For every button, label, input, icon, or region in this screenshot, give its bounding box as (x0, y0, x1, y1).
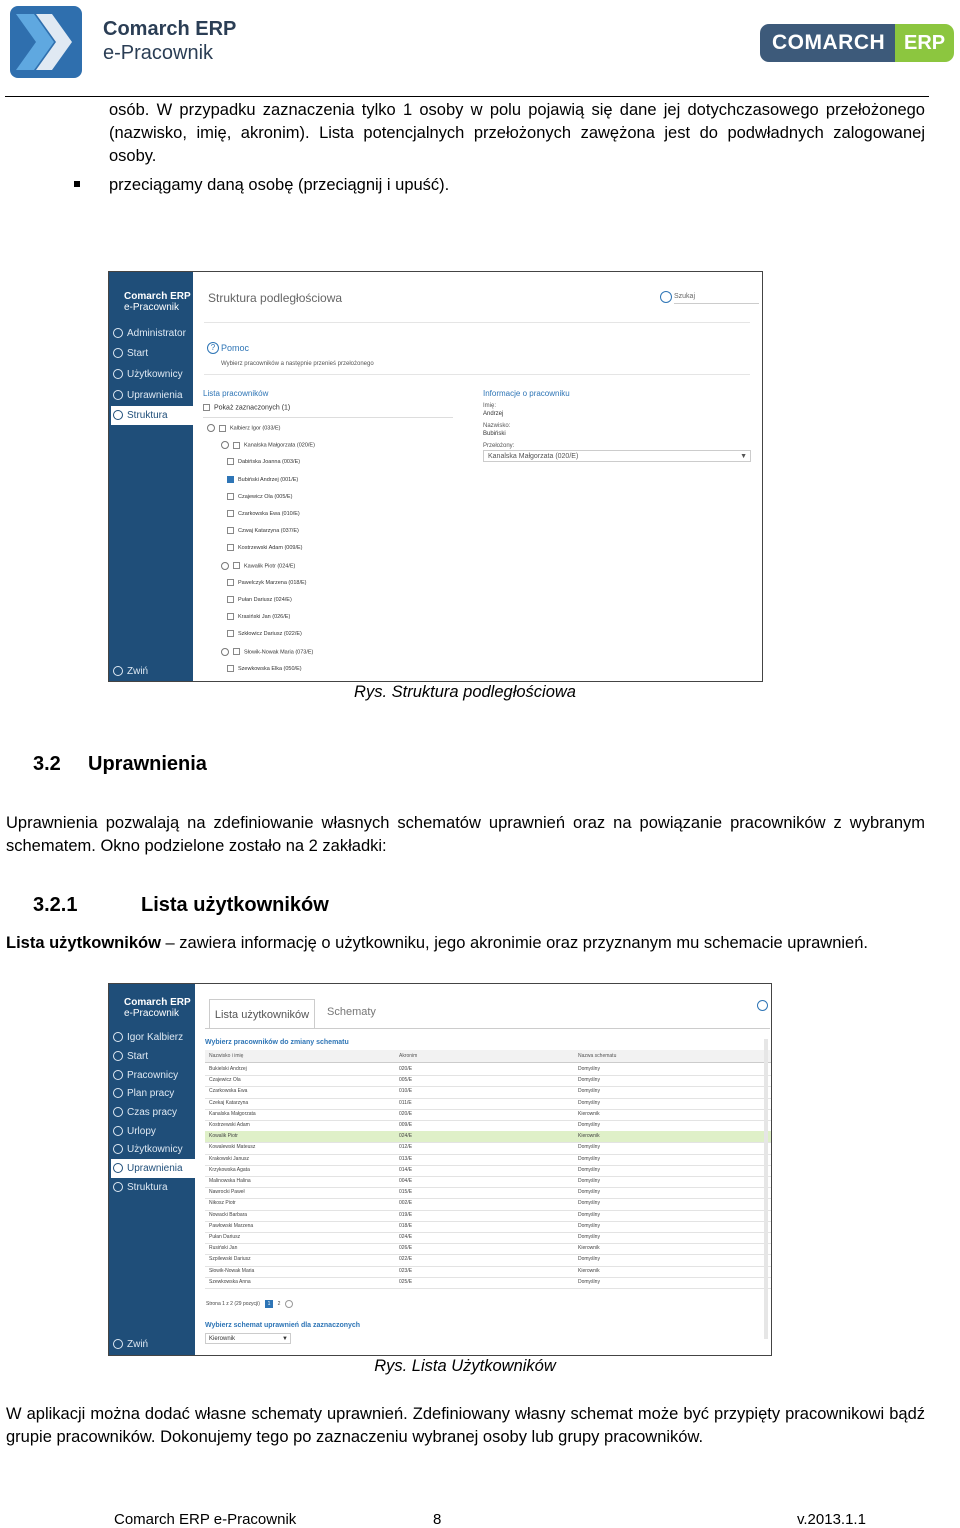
employee-tree-item[interactable] (221, 441, 315, 449)
cell-acronym: 020/E (399, 1066, 413, 1072)
cell-acronym: 022/E (399, 1256, 413, 1263)
search-input[interactable]: Szukaj (674, 291, 759, 304)
cell-name: Pułan Dariusz (209, 1234, 241, 1240)
sidebar-item-permissions[interactable]: Uprawnienia (111, 1159, 195, 1178)
cell-name: Słowik-Nowak Maria (209, 1267, 255, 1274)
page-2-button[interactable]: 2 (277, 1301, 281, 1307)
divider (203, 417, 453, 418)
cell-acronym: 012/E (399, 1144, 413, 1151)
cell-name: Szewkowska Anna (209, 1278, 251, 1285)
sidebar-item-permissions[interactable]: Uprawnienia (111, 386, 193, 405)
first-name-label: Imię: (483, 403, 497, 409)
employee-checkbox[interactable] (227, 493, 234, 500)
employee-name: Pawelczyk Marzena (018/E) (238, 579, 307, 586)
cell-acronym: 009/E (399, 1122, 413, 1128)
supervisor-label: Przełożony: (483, 443, 515, 449)
chevron-down-icon: ▼ (740, 453, 747, 460)
cell-scheme: Domyślny (578, 1155, 600, 1162)
employee-checkbox[interactable] (227, 596, 234, 603)
cell-scheme: Domyślny (578, 1166, 600, 1173)
show-selected-checkbox[interactable]: Pokaż zaznaczonych (1) (203, 404, 290, 411)
comarch-brand-badge (760, 24, 954, 62)
user-icon (113, 328, 123, 338)
footer-version: v.2013.1.1 (797, 1511, 866, 1528)
cell-name: Kowalewski Mateusz (209, 1144, 256, 1151)
brand-comarch: COMARCH (760, 24, 895, 62)
employee-tree-item[interactable] (221, 648, 313, 656)
arrow-left-icon (113, 666, 123, 676)
cell-scheme: Domyślny (578, 1099, 600, 1106)
cell-acronym: 004/E (399, 1178, 413, 1184)
sidebar-item-work-plan[interactable]: Plan pracy (111, 1084, 195, 1103)
employee-tree-item[interactable] (227, 544, 303, 551)
cell-scheme: Domyślny (578, 1178, 600, 1184)
divider (204, 322, 750, 323)
cell-acronym: 024/E (399, 1133, 413, 1140)
cell-name: Pawłowski Marzena (209, 1222, 254, 1229)
employee-checkbox[interactable] (233, 648, 240, 655)
cell-name: Nikosz Piotr (209, 1200, 236, 1207)
screenshot-structure (108, 271, 763, 682)
employee-checkbox[interactable] (227, 579, 234, 586)
cell-acronym: 025/E (399, 1278, 413, 1285)
employee-checkbox[interactable] (233, 442, 240, 449)
arrow-left-icon (113, 1339, 123, 1349)
tab-schemes[interactable]: Schematy (327, 1006, 376, 1018)
header-divider (5, 96, 929, 97)
cell-name: Kostrzewski Adam (209, 1122, 250, 1128)
cell-acronym: 011/E (399, 1099, 412, 1106)
cell-name: Czajewicz Ola (209, 1077, 241, 1084)
cell-name: Kowalik Piotr (209, 1133, 238, 1140)
subsection-number: 3.2.1 (33, 894, 78, 916)
cell-scheme: Kierownik (578, 1267, 600, 1274)
help-link[interactable]: Pomoc (221, 343, 250, 353)
employee-checkbox[interactable] (227, 476, 234, 483)
section-number: 3.2 (33, 753, 61, 775)
product-name-line1: Comarch ERP (103, 18, 237, 40)
cell-scheme: Domyślny (578, 1278, 600, 1285)
brand-erp: ERP (895, 24, 954, 62)
comarch-erp-logo-icon (10, 6, 82, 78)
user-icon (113, 1032, 123, 1042)
cell-name: Nawrocki Paweł (209, 1189, 245, 1196)
cell-name: Bukielski Andrzej (209, 1066, 247, 1072)
page-1-button[interactable]: 1 (265, 1300, 273, 1308)
employee-tree-item[interactable] (227, 613, 290, 620)
sidebar-item-users[interactable]: Użytkownicy (111, 1140, 195, 1159)
cell-acronym: 010/E (399, 1088, 413, 1095)
cell-scheme: Domyślny (578, 1144, 600, 1151)
cell-scheme: Domyślny (578, 1088, 600, 1095)
table-row[interactable] (205, 1277, 772, 1289)
sidebar (109, 984, 195, 1355)
home-icon (113, 1051, 123, 1061)
sidebar-brand-1: Comarch ERP (124, 997, 191, 1008)
employee-name: Szkłowicz Dariusz (022/E) (238, 631, 302, 638)
employee-name: Pułan Dariusz (024/E) (238, 596, 292, 603)
sidebar-item-administrator[interactable]: Administrator (111, 324, 193, 343)
employee-tree-item[interactable] (227, 510, 300, 517)
scheme-select[interactable]: Kierownik ▼ (205, 1333, 291, 1344)
employee-name: Dabińska Joanna (003/E) (238, 459, 301, 466)
cell-name: Malinowska Halina (209, 1178, 251, 1184)
cell-scheme: Domyślny (578, 1256, 600, 1263)
divider (204, 374, 750, 375)
scrollbar[interactable] (764, 1039, 768, 1339)
last-name-label: Nazwisko: (483, 423, 511, 429)
key-icon (113, 1163, 123, 1173)
employee-name: Kalbierz Igor (033/E) (230, 425, 281, 432)
cell-acronym: 013/E (399, 1155, 413, 1162)
employee-checkbox[interactable] (227, 458, 234, 465)
employee-checkbox[interactable] (227, 544, 234, 551)
sidebar-brand-2: e-Pracownik (124, 1008, 180, 1019)
employee-name: Czarkowska Ewa (010/E) (238, 510, 300, 517)
cell-scheme: Domyślny (578, 1189, 600, 1196)
bullet-icon (74, 181, 80, 187)
employee-name: Kostrzewski Adam (009/E) (238, 545, 303, 552)
sidebar-brand-2: e-Pracownik (124, 302, 180, 313)
employee-name: Czajewicz Ola (005/E) (238, 493, 293, 500)
users-icon (113, 1144, 123, 1154)
next-page-icon[interactable] (285, 1300, 293, 1308)
cell-name: Czarkowska Ewa (209, 1088, 248, 1095)
clock-icon (113, 1107, 123, 1117)
last-name-value: Bubiński (483, 431, 506, 437)
cell-acronym: 015/E (399, 1189, 413, 1196)
section-body: Uprawnienia pozwalają na zdefiniowanie własnych schematów uprawnień oraz na powiązanie pracowników z wybranym schematem. Okno podzielone zostało na 2 zakładki: (6, 814, 925, 855)
intro-paragraph: osób. W przypadku zaznaczenia tylko 1 osoby w polu pojawią się dane jej dotychczasowego przełożonego (nazwisko, imię, akronim). Lista potencjalnych przełożonych zawężona jest do podwładnych zalogowanej osoby. (109, 101, 925, 165)
calendar-icon (113, 1088, 123, 1098)
page-title: Struktura podległościowa (208, 291, 343, 305)
sidebar (109, 272, 193, 681)
cell-name: Krakowski Janusz (209, 1155, 250, 1162)
employee-name: Kanalska Małgorzata (020/E) (244, 442, 315, 449)
collapse-button[interactable]: Zwiń (111, 1335, 195, 1354)
tab-divider (205, 1028, 770, 1029)
sidebar-item-structure[interactable]: Struktura (111, 406, 193, 425)
sidebar-brand-1: Comarch ERP (124, 291, 191, 302)
employee-name: Kawalik Piotr (024/E) (244, 563, 296, 570)
employee-tree-item[interactable] (227, 665, 302, 672)
expand-icon[interactable] (207, 424, 215, 432)
cell-acronym: 020/E (399, 1110, 413, 1117)
sidebar-item-work-time[interactable]: Czas pracy (111, 1103, 195, 1122)
expand-icon[interactable] (221, 441, 229, 449)
sidebar-item-structure[interactable]: Struktura (111, 1178, 195, 1197)
column-scheme[interactable]: Nazwa schematu (578, 1053, 617, 1059)
users-icon (113, 369, 123, 379)
employee-tree-item[interactable] (227, 596, 292, 603)
help-hint: Wybierz pracowników a następnie przenieś przełożonego (221, 361, 374, 367)
cell-scheme: Domyślny (578, 1211, 600, 1218)
pager-info: Strona 1 z 2 (29 pozycji) (206, 1301, 260, 1307)
first-name-value: Andrzej (483, 411, 504, 417)
screenshot-user-list (108, 983, 772, 1356)
cell-acronym: 019/E (399, 1211, 413, 1218)
print-icon[interactable] (757, 1000, 768, 1011)
bullet-text: przeciągamy daną osobę (przeciągnij i upuść). (109, 176, 450, 194)
help-icon: ? (207, 342, 219, 354)
key-icon (113, 390, 123, 400)
employee-name: Czwaj Katarzyna (037/E) (238, 528, 299, 535)
employee-name: Bubiński Andrzej (001/E) (238, 476, 299, 483)
cell-scheme: Domyślny (578, 1234, 600, 1240)
cell-acronym: 005/E (399, 1077, 413, 1084)
supervisor-select[interactable]: Kanalska Małgorzata (020/E) ▼ (483, 450, 751, 462)
scheme-title: Wybierz schemat uprawnień dla zaznaczonych (205, 1322, 361, 1329)
cell-name: Nowacki Barbara (209, 1211, 248, 1218)
employee-tree-item[interactable] (227, 527, 299, 534)
sidebar-item-employees[interactable]: Pracownicy (111, 1066, 195, 1085)
cell-name: Rusiński Jan (209, 1245, 238, 1252)
cell-scheme: Domyślny (578, 1222, 600, 1229)
employee-tree-item[interactable] (221, 562, 295, 570)
column-name[interactable]: Nazwisko i imię (209, 1053, 244, 1059)
sidebar-item-user[interactable]: Igor Kalbierz (111, 1028, 195, 1047)
cell-scheme: Domyślny (578, 1200, 600, 1207)
cell-scheme: Domyślny (578, 1077, 600, 1084)
column-acronym[interactable]: Akronim (399, 1053, 418, 1059)
cell-acronym: 014/E (399, 1166, 413, 1173)
subsection-lead: Lista użytkowników – zawiera informację o użytkowniku, jego akronimie oraz przyznanym mu schemacie uprawnień. (6, 934, 868, 952)
employee-tree-item[interactable] (227, 493, 292, 500)
employee-checkbox[interactable] (227, 613, 234, 620)
tab-user-list[interactable]: Lista użytkowników (209, 999, 315, 1029)
cell-acronym: 023/E (399, 1267, 413, 1274)
structure-icon (113, 1182, 123, 1192)
cell-acronym: 018/E (399, 1222, 413, 1229)
employee-checkbox[interactable] (227, 665, 234, 672)
cell-name: Krzykowska Agata (209, 1166, 250, 1173)
section-title: Uprawnienia (88, 753, 207, 775)
employee-checkbox[interactable] (227, 630, 234, 637)
structure-icon (113, 410, 123, 420)
cell-scheme: Domyślny (578, 1066, 600, 1072)
employee-checkbox[interactable] (219, 425, 226, 432)
outro-paragraph: W aplikacji można dodać własne schematy uprawnień. Zdefiniowany własny schemat może być przypięty pracownikowi bądź grupie pracowników. Dokonujemy tego po zaznaczeniu wybranej osoby lub grupy pracowników. (6, 1405, 925, 1446)
cell-name: Kanalska Małgorzata (209, 1110, 256, 1117)
employee-name: Krasiński Jan (026/E) (238, 614, 291, 621)
employee-list-title: Lista pracowników (203, 389, 269, 398)
cell-scheme: Domyślny (578, 1122, 600, 1128)
employee-tree-item[interactable] (227, 458, 300, 465)
chevron-down-icon: ▼ (282, 1336, 288, 1342)
employee-info-title: Informacje o pracowniku (483, 389, 570, 398)
expand-icon[interactable] (221, 562, 229, 570)
employee-name: Szewkowska Elka (050/E) (238, 665, 302, 672)
cell-scheme: Kierownik (578, 1110, 600, 1117)
employee-tree-item[interactable] (207, 424, 280, 432)
people-icon (113, 1070, 123, 1080)
figure-caption-1: Rys. Struktura podległościowa (354, 683, 576, 701)
figure-caption-2: Rys. Lista Użytkowników (374, 1357, 556, 1375)
subsection-title: Lista użytkowników (141, 894, 329, 916)
cell-name: Czekaj Katarzyna (209, 1099, 249, 1106)
cell-acronym: 024/E (399, 1234, 413, 1240)
sidebar-item-users[interactable]: Użytkownicy (111, 365, 193, 384)
employee-tree-item[interactable] (227, 630, 302, 637)
footer-product: Comarch ERP e-Pracownik (114, 1511, 297, 1528)
sun-icon (113, 1126, 123, 1136)
home-icon (113, 348, 123, 358)
table-header (205, 1050, 772, 1063)
collapse-button[interactable]: Zwiń (111, 662, 193, 681)
cell-scheme: Kierownik (578, 1245, 600, 1252)
employee-name: Słowik-Nowak Maria (073/E) (244, 649, 314, 656)
employee-checkbox[interactable] (233, 562, 240, 569)
sidebar-item-start[interactable]: Start (111, 1047, 195, 1066)
search-icon[interactable] (660, 291, 672, 303)
cell-scheme: Kierownik (578, 1133, 600, 1140)
employee-checkbox[interactable] (227, 510, 234, 517)
page-number: 8 (433, 1511, 442, 1528)
employee-tree-item[interactable] (227, 579, 306, 586)
sidebar-item-leaves[interactable]: Urlopy (111, 1122, 195, 1141)
expand-icon[interactable] (221, 648, 229, 656)
choose-employees-title: Wybierz pracowników do zmiany schematu (205, 1039, 349, 1046)
employee-checkbox[interactable] (227, 527, 234, 534)
sidebar-item-start[interactable]: Start (111, 344, 193, 363)
cell-name: Szpilewski Dariusz (209, 1256, 251, 1263)
employee-tree-item[interactable] (227, 476, 298, 483)
product-name-line2: e-Pracownik (103, 42, 214, 64)
cell-acronym: 002/E (399, 1200, 413, 1207)
cell-acronym: 026/E (399, 1245, 413, 1252)
